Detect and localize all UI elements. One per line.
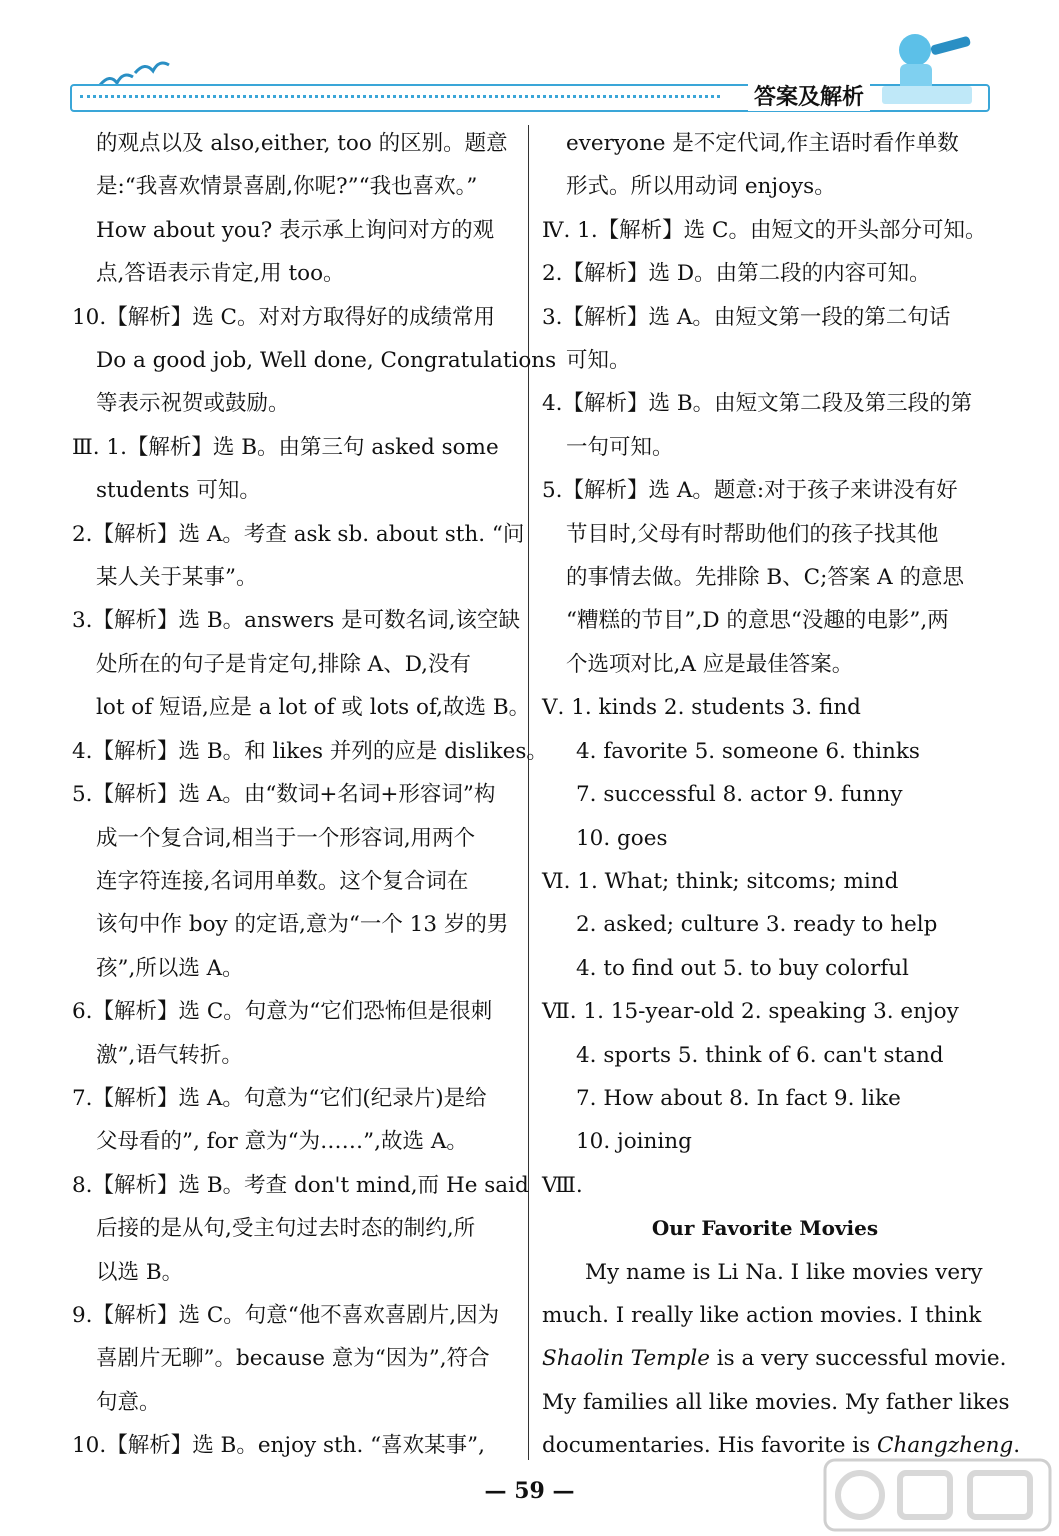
answer-line: Ⅳ. 1.【解析】选 C。由短文的开头部分可知。 [542, 217, 987, 243]
essay-line: My name is Li Na. I like movies very [585, 1259, 983, 1285]
answer-line: 9.【解析】选 C。句意“他不喜欢喜剧片,因为 [72, 1302, 500, 1328]
answer-line: 连字符连接,名词用单数。这个复合词在 [96, 868, 469, 894]
answer-line: 10.【解析】选 B。enjoy sth. “喜欢某事”, [72, 1433, 485, 1459]
answer-line: 激”,语气转折。 [96, 1042, 243, 1068]
answer-line: 2.【解析】选 D。由第二段的内容可知。 [542, 261, 931, 287]
answer-line: 的观点以及 also,either, too 的区别。题意 [96, 131, 508, 156]
answer-line: 句意。 [96, 1389, 161, 1415]
answer-line: 3.【解析】选 A。由短文第一段的第二句话 [542, 304, 951, 330]
answer-line: 4. favorite 5. someone 6. thinks [576, 738, 920, 764]
answer-line: 6.【解析】选 C。句意为“它们恐怖但是很刺 [72, 999, 493, 1025]
essay-line: My families all like movies. My father likes [542, 1389, 1010, 1415]
answer-line: students 可知。 [96, 478, 261, 504]
answer-line: 后接的是从句,受主句过去时态的制约,所 [96, 1216, 476, 1242]
watermark-logo [820, 1455, 1055, 1535]
answer-line: 喜剧片无聊”。because 意为“因为”,符合 [96, 1346, 490, 1372]
answer-line: 2.【解析】选 A。考查 ask sb. about sth. “问 [72, 521, 525, 547]
answer-line: “糟糕的节目”,D 的意思“没趣的电影”,两 [566, 608, 949, 634]
answer-line: Ⅵ. 1. What; think; sitcoms; mind [542, 868, 899, 894]
page-header [0, 0, 1059, 120]
answer-line: everyone 是不定代词,作主语时看作单数 [566, 131, 959, 156]
answer-line: 4. to find out 5. to buy colorful [576, 955, 909, 981]
right-answer-lines [542, 122, 988, 1207]
header-title: 答案及解析 [748, 80, 870, 111]
answer-line: Ⅴ. 1. kinds 2. students 3. find [542, 695, 861, 721]
answer-line: 7.【解析】选 A。句意为“它们(纪录片)是给 [72, 1085, 487, 1111]
right-column [542, 122, 1021, 1468]
answer-line: 10.【解析】选 C。对对方取得好的成绩常用 [72, 304, 495, 330]
answer-line: 处所在的句子是肯定句,排除 A、D,没有 [96, 651, 472, 677]
kid-telescope-icon [860, 20, 990, 112]
essay-line: documentaries. His favorite is Changzheng. [542, 1433, 1021, 1459]
answer-line: 某人关于某事”。 [96, 565, 258, 591]
answer-line: 可知。 [566, 348, 631, 374]
answer-line: 4.【解析】选 B。和 likes 并列的应是 dislikes。 [72, 738, 548, 764]
answer-line: 节目时,父母有时帮助他们的孩子找其他 [566, 521, 939, 547]
essay-line: much. I really like action movies. I think [542, 1302, 982, 1328]
movie-title: Shaolin Temple [542, 1346, 710, 1372]
answer-line: 该句中作 boy 的定语,意为“一个 13 岁的男 [96, 912, 509, 938]
answer-line: 3.【解析】选 B。answers 是可数名词,该空缺 [72, 608, 520, 634]
answer-line: 点,答语表示肯定,用 too。 [96, 261, 345, 287]
answer-line: 形式。所以用动词 enjoys。 [566, 174, 836, 200]
answer-line: 10. joining [576, 1129, 692, 1155]
answer-line: 孩”,所以选 A。 [96, 955, 244, 981]
answer-line: 4.【解析】选 B。由短文第二段及第三段的第 [542, 391, 973, 417]
answer-line: 5.【解析】选 A。题意:对于孩子来讲没有好 [542, 478, 958, 504]
answer-line: 一句可知。 [566, 434, 674, 460]
column-divider [528, 125, 529, 1460]
answer-line: 以选 B。 [96, 1259, 184, 1285]
essay-line: Shaolin Temple is a very successful movie. [542, 1346, 1007, 1372]
answer-line: 2. asked; culture 3. ready to help [576, 912, 938, 938]
answer-line: Ⅲ. 1.【解析】选 B。由第三句 asked some [72, 434, 499, 460]
left-column [72, 122, 557, 1468]
movie-title: Changzheng [877, 1433, 1014, 1459]
answer-line: 的事情去做。先排除 B、C;答案 A 的意思 [566, 565, 965, 591]
answer-line: How about you? 表示承上询问对方的观 [96, 217, 495, 243]
essay-title: Our Favorite Movies [651, 1216, 879, 1241]
answer-line: 10. goes [576, 825, 668, 851]
answer-line: Ⅷ. [542, 1172, 583, 1198]
page-number: — 59 — [484, 1478, 575, 1504]
answer-line: 8.【解析】选 B。考查 don't mind,而 He said [72, 1172, 529, 1198]
header-dotted-line [80, 95, 720, 98]
answer-line: 是:“我喜欢情景喜剧,你呢?”“我也喜欢。” [96, 174, 478, 200]
answer-line: 个选项对比,A 应是最佳答案。 [566, 651, 854, 677]
answer-line: Ⅶ. 1. 15-year-old 2. speaking 3. enjoy [542, 999, 959, 1025]
answer-line: lot of 短语,应是 a lot of 或 lots of,故选 B。 [96, 695, 531, 721]
answer-line: 5.【解析】选 A。由“数词+名词+形容词”构 [72, 782, 496, 808]
left-answer-lines [72, 122, 557, 1468]
answer-line: 7. successful 8. actor 9. funny [576, 782, 903, 808]
answer-line: 7. How about 8. In fact 9. like [576, 1085, 901, 1111]
answer-line: 4. sports 5. think of 6. can't stand [576, 1042, 944, 1068]
answer-line: 成一个复合词,相当于一个形容词,用两个 [96, 825, 476, 851]
answer-line: 等表示祝贺或鼓励。 [96, 391, 290, 417]
answer-line: Do a good job, Well done, Congratulations [96, 348, 557, 374]
answer-line: 父母看的”, for 意为“为……”,故选 A。 [96, 1129, 468, 1155]
